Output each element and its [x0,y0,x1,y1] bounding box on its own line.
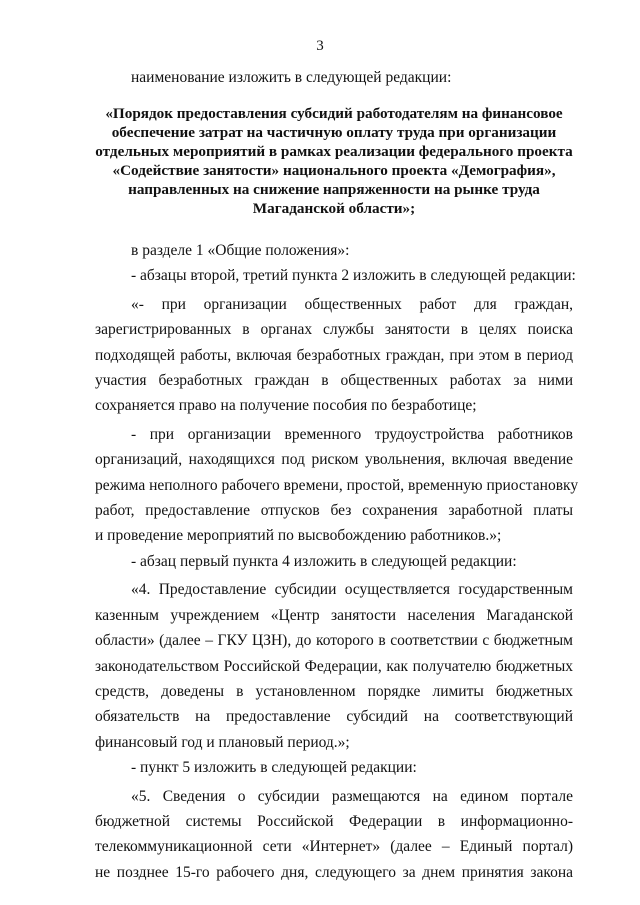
text-line: средств, доведены в установленном порядке лимиты бюджетных [95,682,573,700]
text-line: телекоммуникационной сети «Интернет» (далее – Единый портал) [95,838,573,856]
title-line: Магаданской области»; [252,200,416,217]
text-line: и проведение мероприятий по высвобождению работников.»; [95,527,502,545]
text-line: «5. Сведения о субсидии размещаются на едином портале [131,787,573,805]
text-line: подходящей работы, включая безработных граждан, при этом в период [95,346,573,364]
text-line: участия безработных граждан в общественных работах за ними [95,372,573,390]
text-line: - при организации временного трудоустройства работников [131,425,573,443]
page-number: 3 [316,38,324,54]
text-line: - пункт 5 изложить в следующей редакции: [131,759,417,777]
text-line: работ, предоставление отпусков без сохранения заработной платы [95,502,573,520]
text-line: казенным учреждением «Центр занятости населения Магаданской [95,606,573,624]
text-line: бюджетной системы Российской Федерации в информационно- [95,812,573,830]
text-line: «- при организации общественных работ для граждан, [131,295,573,313]
title-line: направленных на снижение напряженности на рынке труда [128,181,540,198]
intro-line: наименование изложить в следующей редакции: [131,69,452,86]
text-line: - абзацы второй, третий пункта 2 изложить в следующей редакции: [131,267,576,285]
text-line: - абзац первый пункта 4 изложить в следующей редакции: [131,552,517,570]
text-line: зарегистрированных в органах службы занятости в целях поиска [95,321,573,339]
text-line: «4. Предоставление субсидии осуществляется государственным [131,581,573,599]
text-line: обязательств на предоставление субсидий на соответствующий [95,708,573,726]
amendments-text [95,238,579,885]
text-line: режима неполного рабочего времени, простой, временную приостановку [95,476,579,494]
text-line: законодательством Российской Федерации, как получателю бюджетных [95,657,573,675]
text-line: области» (далее – ГКУ ЦЗН), до которого в соответствии с бюджетным [95,632,573,650]
text-line: финансовый год и плановый период.»; [95,733,350,751]
text-line: в разделе 1 «Общие положения»: [131,242,350,259]
document-body [95,68,579,885]
title-line: «Порядок предоставления субсидий работодателям на финансовое [105,105,563,122]
title-line: «Содействие занятости» национального проекта «Демография», [112,162,556,179]
section-title [95,104,573,218]
text-line: организаций, находящихся под риском увольнения, включая введение [95,451,573,469]
text-line: не позднее 15-го рабочего дня, следующего за днем принятия закона [95,863,573,881]
text-line: сохраняется право на получение пособия по безработице; [95,397,477,415]
title-line: обеспечение затрат на частичную оплату труда при организации [111,124,557,141]
title-line: отдельных мероприятий в рамках реализации федерального проекта [95,143,573,160]
